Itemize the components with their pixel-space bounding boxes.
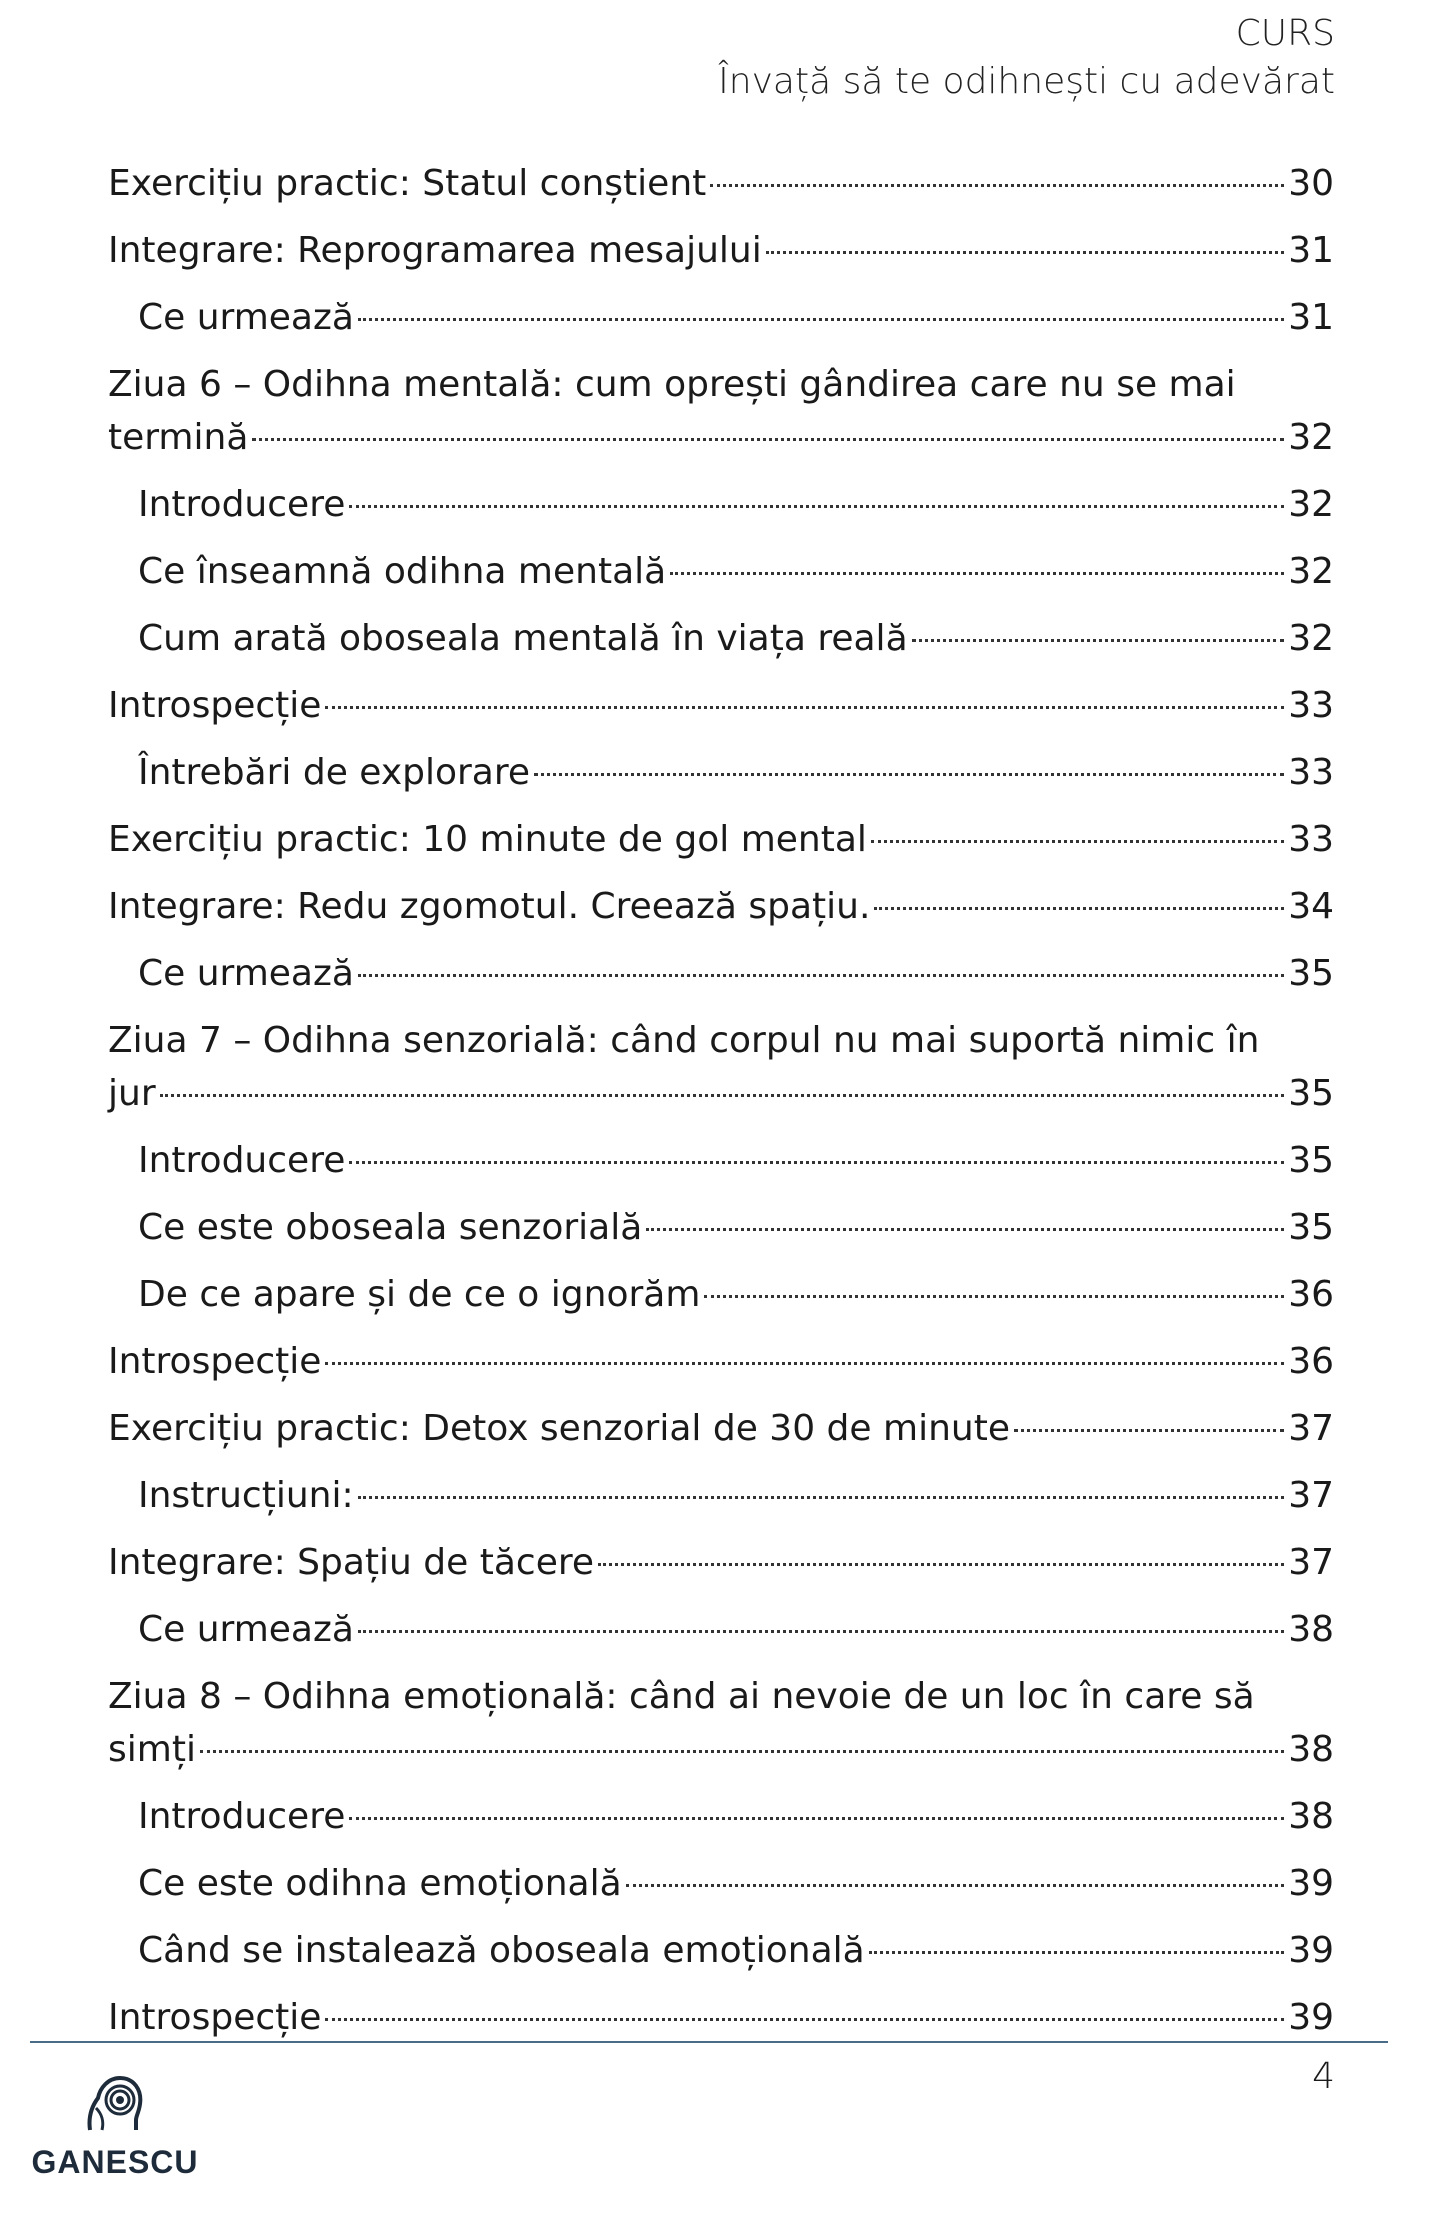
- dot-leader: [325, 1362, 1284, 1365]
- toc-entry-page: 32: [1288, 551, 1334, 592]
- table-of-contents: [108, 150, 1334, 2051]
- toc-entry-title: Ce înseamnă odihna mentală: [138, 551, 667, 592]
- toc-entry-page: 39: [1288, 1997, 1334, 2038]
- toc-entry[interactable]: [108, 284, 1334, 351]
- dot-leader: [160, 1094, 1285, 1097]
- toc-entry-title: Integrare: Reprogramarea mesajului: [108, 230, 762, 271]
- dot-leader: [869, 1951, 1284, 1954]
- dot-leader: [598, 1563, 1284, 1566]
- toc-entry[interactable]: [108, 873, 1334, 940]
- toc-entry-title: Integrare: Redu zgomotul. Creează spațiu.: [108, 886, 871, 927]
- toc-entry-title: Exercițiu practic: 10 minute de gol mental: [108, 819, 867, 860]
- dot-leader: [710, 184, 1284, 187]
- toc-entry-page: 36: [1288, 1274, 1334, 1315]
- dot-leader: [200, 1750, 1284, 1753]
- toc-entry[interactable]: [108, 1850, 1334, 1917]
- toc-entry-page: 37: [1288, 1475, 1334, 1516]
- toc-entry[interactable]: [108, 1663, 1334, 1783]
- toc-entry-page: 34: [1288, 886, 1334, 927]
- dot-leader: [349, 1161, 1284, 1164]
- toc-entry-title: Cum arată oboseala mentală în viața reală: [138, 618, 908, 659]
- toc-entry-title: Introspecție: [108, 1997, 322, 2038]
- toc-entry-title: Introducere: [138, 484, 346, 525]
- dot-leader: [874, 907, 1284, 910]
- toc-entry-page: 36: [1288, 1341, 1334, 1382]
- toc-entry[interactable]: [108, 1917, 1334, 1984]
- toc-entry[interactable]: [108, 806, 1334, 873]
- toc-entry-page: 33: [1288, 685, 1334, 726]
- dot-leader: [670, 572, 1284, 575]
- dot-leader: [358, 1630, 1284, 1633]
- toc-entry-title: Întrebări de explorare: [138, 752, 531, 793]
- toc-entry-page: 37: [1288, 1542, 1334, 1583]
- toc-entry[interactable]: [108, 538, 1334, 605]
- dot-leader: [534, 773, 1284, 776]
- toc-entry-title: Ce urmează: [138, 297, 354, 338]
- toc-entry[interactable]: [108, 672, 1334, 739]
- dot-leader: [766, 251, 1284, 254]
- dot-leader: [358, 318, 1284, 321]
- toc-entry-title: De ce apare și de ce o ignorăm: [138, 1274, 701, 1315]
- toc-entry[interactable]: [108, 940, 1334, 1007]
- toc-entry[interactable]: [108, 1529, 1334, 1596]
- toc-entry[interactable]: [108, 1395, 1334, 1462]
- toc-entry-page: 32: [1288, 618, 1334, 659]
- dot-leader: [349, 505, 1284, 508]
- toc-entry-title-cont: jur: [108, 1073, 156, 1114]
- toc-entry-page: 38: [1288, 1609, 1334, 1650]
- toc-entry-page: 32: [1288, 417, 1334, 458]
- toc-entry[interactable]: [108, 1261, 1334, 1328]
- dot-leader: [912, 639, 1285, 642]
- dot-leader: [358, 1496, 1285, 1499]
- dot-leader: [704, 1295, 1284, 1298]
- toc-entry[interactable]: [108, 1328, 1334, 1395]
- toc-entry[interactable]: [108, 1596, 1334, 1663]
- toc-entry-title-cont: simți: [108, 1729, 196, 1770]
- toc-entry-page: 33: [1288, 752, 1334, 793]
- header-course-label: CURS: [1235, 13, 1335, 54]
- toc-entry-title: Instrucțiuni:: [138, 1475, 354, 1516]
- header-course-title: Învață să te odihnești cu adevărat: [718, 61, 1335, 102]
- toc-entry-page: 35: [1288, 1073, 1334, 1114]
- toc-entry[interactable]: [108, 739, 1334, 806]
- toc-entry[interactable]: [108, 471, 1334, 538]
- dot-leader: [626, 1884, 1285, 1887]
- toc-entry[interactable]: [108, 150, 1334, 217]
- toc-entry-title: Ziua 7 – Odihna senzorială: când corpul nu mai suportă nimic în: [108, 1020, 1260, 1061]
- toc-entry-title-cont: termină: [108, 417, 249, 458]
- toc-entry-page: 31: [1288, 297, 1334, 338]
- dot-leader: [252, 438, 1284, 441]
- brand-logo: [30, 2068, 200, 2181]
- toc-entry-title: Introspecție: [108, 1341, 322, 1382]
- page-number: 4: [1312, 2056, 1335, 2097]
- toc-entry-title: Exercițiu practic: Detox senzorial de 30 de minute: [108, 1408, 1010, 1449]
- toc-entry-title: Ce urmează: [138, 1609, 354, 1650]
- dot-leader: [1014, 1429, 1284, 1432]
- dot-leader: [646, 1228, 1284, 1231]
- dot-leader: [325, 2018, 1284, 2021]
- toc-entry[interactable]: [108, 1194, 1334, 1261]
- toc-entry-title: Când se instalează oboseala emoțională: [138, 1930, 865, 1971]
- toc-entry-title: Ce este odihna emoțională: [138, 1863, 622, 1904]
- page-header: [718, 10, 1335, 106]
- toc-entry-title: Introducere: [138, 1140, 346, 1181]
- toc-entry-title: Introducere: [138, 1796, 346, 1837]
- toc-entry-page: 35: [1288, 1207, 1334, 1248]
- toc-entry-page: 32: [1288, 484, 1334, 525]
- toc-entry[interactable]: [108, 217, 1334, 284]
- toc-entry[interactable]: [108, 1783, 1334, 1850]
- toc-entry-title: Exercițiu practic: Statul conștient: [108, 163, 707, 204]
- toc-entry[interactable]: [108, 351, 1334, 471]
- logo-wordmark: GANESCU: [31, 2144, 199, 2180]
- toc-entry-page: 35: [1288, 953, 1334, 994]
- toc-entry[interactable]: [108, 605, 1334, 672]
- toc-entry-page: 30: [1288, 163, 1334, 204]
- toc-entry-page: 38: [1288, 1796, 1334, 1837]
- toc-entry-title: Ce este oboseala senzorială: [138, 1207, 643, 1248]
- toc-entry-title: Integrare: Spațiu de tăcere: [108, 1542, 594, 1583]
- toc-entry-title: Ce urmează: [138, 953, 354, 994]
- toc-entry-page: 33: [1288, 819, 1334, 860]
- toc-entry-title: Introspecție: [108, 685, 322, 726]
- toc-entry[interactable]: [108, 1462, 1334, 1529]
- toc-entry-page: 39: [1288, 1930, 1334, 1971]
- toc-entry-page: 37: [1288, 1408, 1334, 1449]
- toc-entry-title: Ziua 8 – Odihna emoțională: când ai nevoie de un loc în care să: [108, 1676, 1255, 1717]
- toc-entry-page: 39: [1288, 1863, 1334, 1904]
- toc-entry[interactable]: [108, 1007, 1334, 1127]
- toc-entry-page: 31: [1288, 230, 1334, 271]
- toc-entry-page: 38: [1288, 1729, 1334, 1770]
- head-spiral-icon: [80, 2068, 150, 2138]
- dot-leader: [358, 974, 1284, 977]
- dot-leader: [325, 706, 1284, 709]
- dot-leader: [349, 1817, 1284, 1820]
- toc-entry[interactable]: [108, 1127, 1334, 1194]
- toc-entry-page: 35: [1288, 1140, 1334, 1181]
- footer-divider: [30, 2041, 1388, 2043]
- dot-leader: [871, 840, 1284, 843]
- toc-entry-title: Ziua 6 – Odihna mentală: cum oprești gândirea care nu se mai: [108, 364, 1236, 405]
